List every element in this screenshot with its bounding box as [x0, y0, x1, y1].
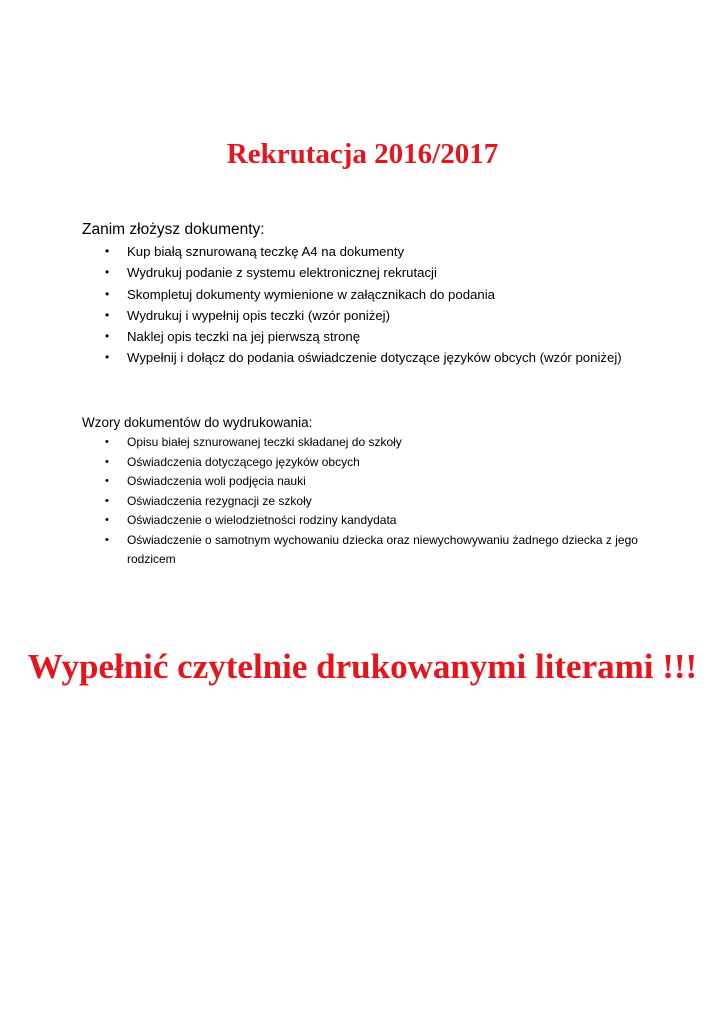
list-item-text: Opisu białej sznurowanej teczki składanej do szkoły	[127, 435, 402, 449]
instructions-intro: Zanim złożysz dokumenty:	[82, 221, 265, 238]
list-item-text: Kup białą sznurowaną teczkę A4 na dokumenty	[127, 244, 405, 259]
page-title: Rekrutacja 2016/2017	[226, 138, 499, 170]
list-item-text: Wydrukuj i wypełnij opis teczki (wzór poniżej)	[127, 307, 390, 323]
templates-section	[82, 413, 682, 570]
list-item-text: Oświadczenia woli podjęcia nauki	[127, 474, 306, 488]
list-item	[82, 241, 682, 262]
bullet-icon: •	[105, 436, 109, 448]
list-item-text: Wydrukuj podanie z systemu elektronicznej rekrutacji	[127, 265, 437, 281]
bullet-icon: •	[105, 514, 109, 526]
list-item	[82, 347, 682, 368]
list-item	[82, 433, 682, 453]
list-item-text: Oświadczenia dotyczącego języków obcych	[127, 454, 360, 469]
list-item-text: Wypełnij i dołącz do podania oświadczenie dotyczące języków obcych (wzór poniżej)	[127, 350, 622, 366]
instructions-list	[82, 241, 682, 369]
templates-intro: Wzory dokumentów do wydrukowania:	[82, 415, 313, 430]
list-item-text: Naklej opis teczki na jej pierwszą stronę	[127, 329, 361, 345]
bullet-icon: •	[105, 475, 109, 487]
list-item	[82, 305, 682, 326]
list-item	[82, 531, 682, 570]
bullet-icon: •	[105, 455, 109, 468]
bullet-icon: •	[105, 329, 110, 344]
list-item	[82, 326, 682, 347]
list-item-text: Skompletuj dokumenty wymienione w załącznikach do podania	[127, 286, 495, 302]
list-item-text: Oświadczenia rezygnacji ze szkoły	[127, 493, 312, 508]
list-item	[82, 472, 682, 492]
list-item-text: Oświadczenie o wielodzietności rodziny kandydata	[127, 513, 397, 527]
templates-list	[82, 433, 682, 570]
footer-warning: Wypełnić czytelnie drukowanymi literami !!!	[27, 647, 698, 686]
instructions-section	[82, 219, 682, 369]
bullet-icon: •	[105, 244, 110, 258]
list-item	[82, 492, 682, 512]
bullet-icon: •	[105, 265, 110, 280]
list-item	[82, 284, 682, 305]
list-item	[82, 511, 682, 531]
bullet-icon: •	[105, 307, 110, 322]
bullet-icon: •	[105, 350, 110, 365]
list-item	[82, 262, 682, 283]
bullet-icon: •	[105, 494, 109, 507]
bullet-icon: •	[105, 533, 109, 546]
bullet-icon: •	[105, 286, 110, 301]
list-item-text: Oświadczenie o samotnym wychowaniu dziecka oraz niewychowywaniu żadnego dziecka z jego rodzicem	[127, 532, 638, 566]
list-item	[82, 453, 682, 473]
